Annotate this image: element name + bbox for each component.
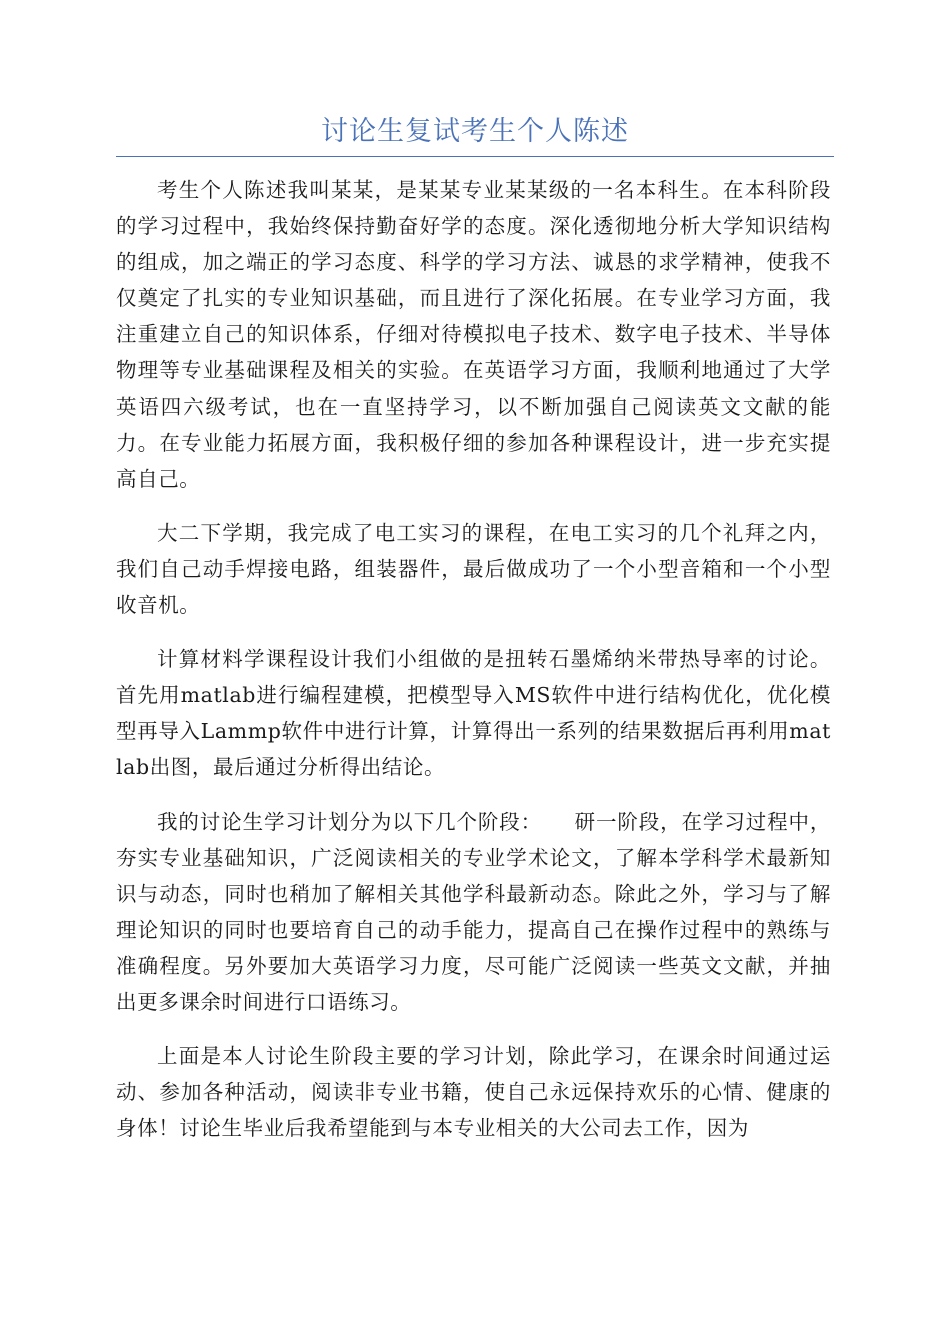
document-body: [116, 172, 831, 1164]
paragraph-internship: 大二下学期，我完成了电工实习的课程，在电工实习的几个礼拜之内，我们自己动手焊接电路，组装器件，最后做成功了一个小型音箱和一个小型收音机。: [116, 520, 831, 618]
paragraph-intro: 考生个人陈述我叫某某，是某某专业某某级的一名本科生。在本科阶段的学习过程中，我始终保持勤奋好学的态度。深化透彻地分析大学知识结构的组成，加之端正的学习态度、科学的学习方法、诚恳的求学精神，使我不仅奠定了扎实的专业知识基础，而且进行了深化拓展。在专业学习方面，我注重建立自己的知识体系，仔细对待模拟电子技术、数字电子技术、半导体物理等专业基础课程及相关的实验。在英语学习方面，我顺利地通过了大学英语四六级考试，也在一直坚持学习，以不断加强自己阅读英文文献的能力。在专业能力拓展方面，我积极仔细的参加各种课程设计，进一步充实提高自己。: [116, 178, 831, 491]
paragraph-summary: 上面是本人讨论生阶段主要的学习计划，除此学习，在课余时间通过运动、参加各种活动，阅读非专业书籍，使自己永远保持欢乐的心情、健康的身体！讨论生毕业后我希望能到与本专业相关的大公司去工作，因为: [116, 1044, 831, 1141]
page-title: 讨论生复试考生个人陈述: [321, 116, 629, 147]
title-block: [116, 112, 834, 157]
paragraph-course-design: 计算材料学课程设计我们小组做的是扭转石墨烯纳米带热导率的讨论。首先用matlab进行编程建模，把模型导入MS软件中进行结构优化，优化模型再导入Lammp软件中进行计算，计算得出一系列的结果数据后再利用matlab出图，最后通过分析得出结论。: [116, 647, 831, 780]
paragraph-study-plan: 我的讨论生学习计划分为以下几个阶段： 研一阶段，在学习过程中，夯实专业基础知识，广泛阅读相关的专业学术论文，了解本学科学术最新知识与动态，同时也稍加了解相关其他学科最新动态。除此之外，学习与了解理论知识的同时也要培育自己的动手能力，提高自己在操作过程中的熟练与准确程度。另外要加大英语学习力度，尽可能广泛阅读一些英文文献，并抽出更多课余时间进行口语练习。: [116, 809, 831, 1014]
